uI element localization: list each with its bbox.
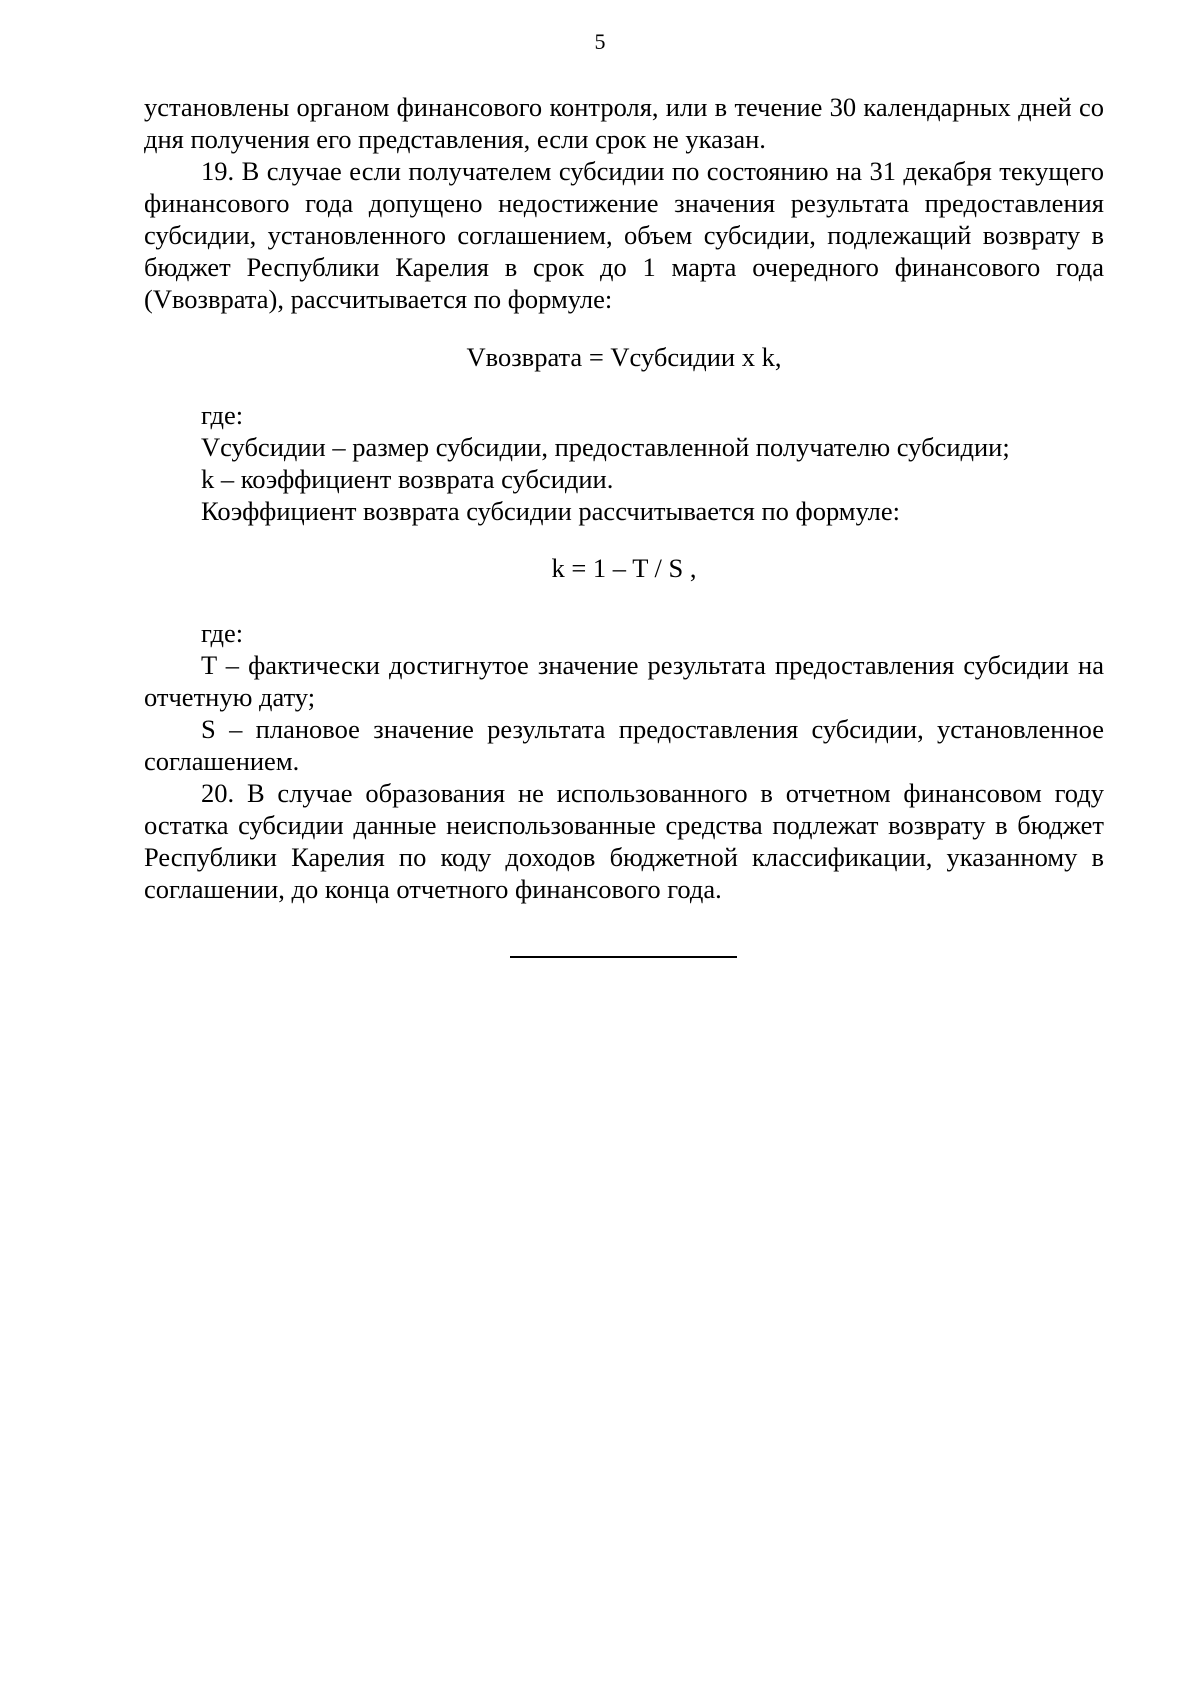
- definition-s: S – плановое значение результата предоставления субсидии, установленное соглашением.: [144, 714, 1104, 776]
- formula-coefficient: k = 1 – T / S ,: [551, 553, 697, 583]
- paragraph-20: 20. В случае образования не использованного в отчетном финансовом году остатка субсидии данные неиспользованные средства подлежат возврату в бюджет Республики Карелия по коду доходов бюджетной классификации, указанному в соглашении, до конца отчетного финансового года.: [144, 778, 1104, 904]
- formula-return-volume: Vвозврата = Vсубсидии x k,: [466, 342, 782, 372]
- paragraph-19: 19. В случае если получателем субсидии по состоянию на 31 декабря текущего финансового года допущено недостижение значения результата предоставления субсидии, установленного соглашением, объем субсидии, подлежащий возврату в бюджет Республики Карелия в срок до 1 марта очередного финансового года (Vвозврата), рассчитывается по формуле:: [144, 156, 1104, 314]
- definition-v-subsidy: Vсубсидии – размер субсидии, предоставленной получателю субсидии;: [201, 432, 1010, 462]
- coefficient-intro: Коэффициент возврата субсидии рассчитывается по формуле:: [201, 496, 901, 526]
- where-label-2: где:: [201, 618, 244, 648]
- where-label-1: где:: [201, 400, 244, 430]
- definition-t: T – фактически достигнутое значение результата предоставления субсидии на отчетную дату;: [144, 650, 1104, 712]
- definition-k: k – коэффициент возврата субсидии.: [201, 464, 614, 494]
- paragraph-continuation: установлены органом финансового контроля, или в течение 30 календарных дней со дня получения его представления, если срок не указан.: [144, 92, 1104, 154]
- page-number: 5: [594, 29, 606, 54]
- document-body: [144, 91, 1104, 905]
- end-separator-line: [510, 956, 737, 958]
